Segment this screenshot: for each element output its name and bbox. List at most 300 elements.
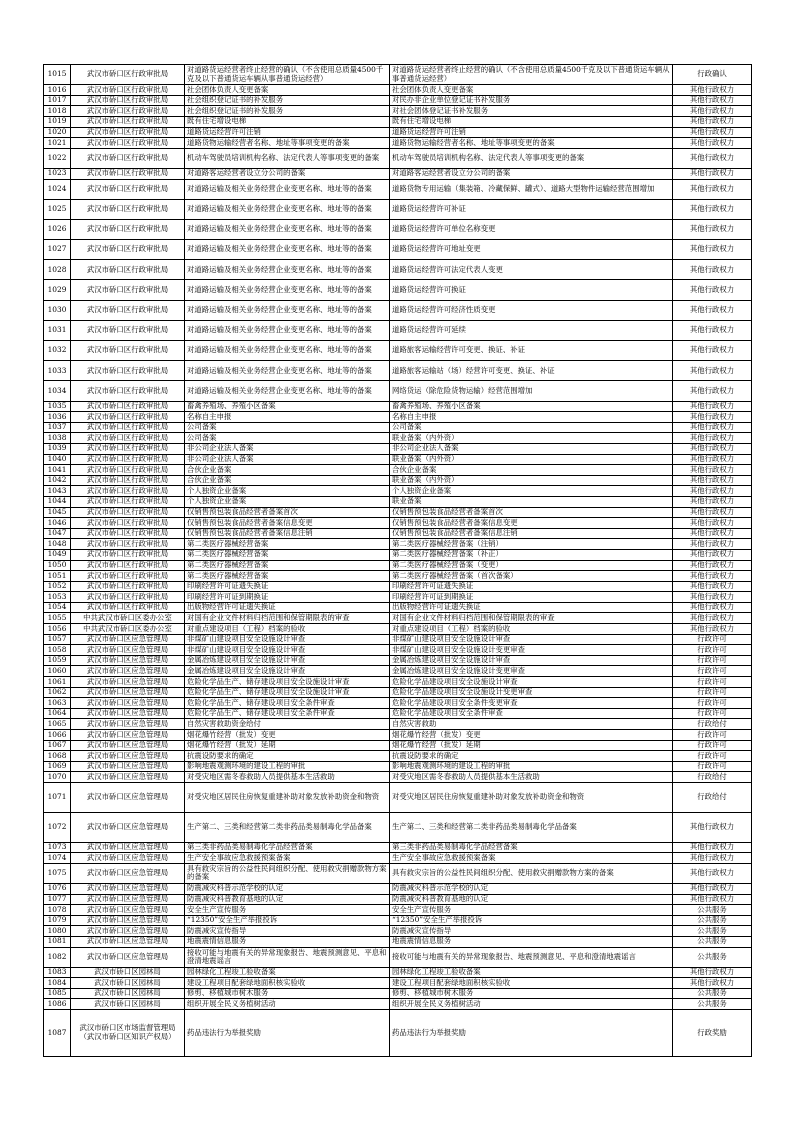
table-row	[44, 926, 752, 937]
table-row	[44, 624, 752, 635]
table-row	[44, 401, 752, 412]
power-type-cell: 行政给付	[673, 782, 752, 812]
table-row	[44, 433, 752, 444]
sub-item-name-cell: 对道路货运经营者终止经营的确认（不含使用总质量4500千克及以下普通货运车辆从事普通货运经营）	[390, 65, 673, 85]
sub-item-name-cell: 第二类医疗器械经营备案（变更）	[390, 560, 673, 571]
department-cell: 武汉市硚口区应急管理局	[71, 853, 185, 864]
item-number-cell: 1040	[44, 454, 71, 465]
item-number-cell: 1035	[44, 401, 71, 412]
department-cell: 武汉市硚口区行政审批局	[71, 116, 185, 127]
power-type-cell: 其他行政权力	[673, 486, 752, 497]
power-type-cell: 行政许可	[673, 751, 752, 762]
power-type-cell: 其他行政权力	[673, 883, 752, 894]
department-cell: 武汉市硚口区行政审批局	[71, 465, 185, 476]
department-cell: 武汉市硚口区行政审批局	[71, 433, 185, 444]
department-cell: 武汉市硚口区应急管理局	[71, 698, 185, 709]
item-name-cell: 烟花爆竹经营（批发）延期	[185, 740, 390, 751]
item-name-cell: 对道路运输及相关业务经营企业变更名称、地址等的备案	[185, 199, 390, 219]
power-type-cell: 行政给付	[673, 772, 752, 783]
item-number-cell: 1044	[44, 496, 71, 507]
sub-item-name-cell: 道路旅客运输站（场）经营许可变更、换证、补证	[390, 361, 673, 381]
sub-item-name-cell: 公司备案	[390, 422, 673, 433]
department-cell: 武汉市硚口区园林局	[71, 978, 185, 989]
department-cell: 武汉市硚口区应急管理局	[71, 719, 185, 730]
item-name-cell: 对道路运输及相关业务经营企业变更名称、地址等的备案	[185, 341, 390, 361]
table-row	[44, 687, 752, 698]
power-type-cell: 其他行政权力	[673, 300, 752, 320]
item-name-cell: 非公司企业法人备案	[185, 443, 390, 454]
department-cell: 武汉市硚口区行政审批局	[71, 300, 185, 320]
power-type-cell: 其他行政权力	[673, 179, 752, 199]
power-type-cell: 其他行政权力	[673, 138, 752, 149]
table-row	[44, 719, 752, 730]
department-cell: 武汉市硚口区行政审批局	[71, 138, 185, 149]
item-number-cell: 1046	[44, 518, 71, 529]
table-row	[44, 443, 752, 454]
sub-item-name-cell: 仅销售预包装食品经营者备案首次	[390, 507, 673, 518]
item-name-cell: 对道路运输及相关业务经营企业变更名称、地址等的备案	[185, 240, 390, 260]
item-number-cell: 1065	[44, 719, 71, 730]
department-cell: 武汉市硚口区行政审批局	[71, 401, 185, 412]
power-type-cell: 其他行政权力	[673, 127, 752, 138]
item-name-cell: 印刷经营许可证遗失换证	[185, 581, 390, 592]
power-type-cell: 其他行政权力	[673, 842, 752, 853]
department-cell: 武汉市硚口区行政审批局	[71, 106, 185, 117]
item-number-cell: 1048	[44, 539, 71, 550]
item-name-cell: 公司备案	[185, 422, 390, 433]
item-number-cell: 1027	[44, 240, 71, 260]
item-number-cell: 1024	[44, 179, 71, 199]
table-row	[44, 999, 752, 1010]
sub-item-name-cell: 道路货运经营许可单位名称变更	[390, 219, 673, 239]
sub-item-name-cell: 道路货运经营许可换证	[390, 280, 673, 300]
item-number-cell: 1053	[44, 592, 71, 603]
sub-item-name-cell: 合伙企业备案	[390, 465, 673, 476]
table-row	[44, 179, 752, 199]
item-name-cell: 药品违法行为举报奖励	[185, 1010, 390, 1057]
power-type-cell: 其他行政权力	[673, 106, 752, 117]
table-row	[44, 106, 752, 117]
power-type-cell: 其他行政权力	[673, 894, 752, 905]
item-name-cell: 生产第二、三类和经营第二类非药品类易制毒化学品备案	[185, 812, 390, 842]
item-number-cell: 1082	[44, 947, 71, 967]
power-type-cell: 其他行政权力	[673, 148, 752, 168]
table-row	[44, 905, 752, 916]
department-cell: 武汉市硚口区应急管理局	[71, 655, 185, 666]
item-name-cell: 道路货运经营许可注销	[185, 127, 390, 138]
department-cell: 武汉市硚口区应急管理局	[71, 751, 185, 762]
department-cell: 武汉市硚口区市场监督管理局（武汉市硚口区知识产权局）	[71, 1010, 185, 1057]
item-name-cell: 出版物经营许可证遗失换证	[185, 602, 390, 613]
item-name-cell: “12350”安全生产举报投诉	[185, 915, 390, 926]
sub-item-name-cell: 仅销售预包装食品经营者备案信息变更	[390, 518, 673, 529]
table-row	[44, 655, 752, 666]
department-cell: 中共武汉市硚口区委办公室	[71, 624, 185, 635]
department-cell: 武汉市硚口区行政审批局	[71, 486, 185, 497]
table-row	[44, 300, 752, 320]
table-row	[44, 782, 752, 812]
power-type-cell: 行政给付	[673, 719, 752, 730]
department-cell: 武汉市硚口区行政审批局	[71, 341, 185, 361]
table-row	[44, 740, 752, 751]
sub-item-name-cell: 防震减灾科普教育基地的认定	[390, 894, 673, 905]
item-number-cell: 1032	[44, 341, 71, 361]
item-number-cell: 1061	[44, 677, 71, 688]
item-name-cell: 第二类医疗器械经营备案	[185, 571, 390, 582]
power-type-cell: 其他行政权力	[673, 381, 752, 401]
department-cell: 武汉市硚口区行政审批局	[71, 199, 185, 219]
power-type-cell: 其他行政权力	[673, 613, 752, 624]
item-name-cell: 非公司企业法人备案	[185, 454, 390, 465]
department-cell: 武汉市硚口区行政审批局	[71, 571, 185, 582]
power-type-cell: 其他行政权力	[673, 260, 752, 280]
item-name-cell: 对受灾地区需冬春救助人员提供基本生活救助	[185, 772, 390, 783]
table-row	[44, 842, 752, 853]
item-name-cell: 仅销售预包装食品经营者备案首次	[185, 507, 390, 518]
item-number-cell: 1042	[44, 475, 71, 486]
item-number-cell: 1057	[44, 634, 71, 645]
sub-item-name-cell: 非煤矿山建设项目安全设施设计变更审查	[390, 645, 673, 656]
department-cell: 武汉市硚口区行政审批局	[71, 320, 185, 340]
item-name-cell: 第二类医疗器械经营备案	[185, 539, 390, 550]
item-number-cell: 1023	[44, 168, 71, 179]
table-row	[44, 863, 752, 883]
department-cell: 武汉市硚口区行政审批局	[71, 179, 185, 199]
item-name-cell: 防震减灾宣传指导	[185, 926, 390, 937]
power-type-cell: 公共服务	[673, 988, 752, 999]
sub-item-name-cell: 危险化学品建设项目安全设施设计变更审查	[390, 687, 673, 698]
item-number-cell: 1073	[44, 842, 71, 853]
item-name-cell: 公司备案	[185, 433, 390, 444]
power-type-cell: 其他行政权力	[673, 240, 752, 260]
item-name-cell: 对道路运输及相关业务经营企业变更名称、地址等的备案	[185, 179, 390, 199]
table-row	[44, 381, 752, 401]
sub-item-name-cell: 出版物经营许可证遗失换证	[390, 602, 673, 613]
sub-item-name-cell: 既有住宅增设电梯	[390, 116, 673, 127]
item-number-cell: 1060	[44, 666, 71, 677]
table-row	[44, 967, 752, 978]
power-type-cell: 其他行政权力	[673, 116, 752, 127]
department-cell: 武汉市硚口区行政审批局	[71, 240, 185, 260]
power-type-cell: 其他行政权力	[673, 219, 752, 239]
item-number-cell: 1016	[44, 85, 71, 96]
power-type-cell: 公共服务	[673, 947, 752, 967]
power-type-cell: 行政许可	[673, 761, 752, 772]
item-number-cell: 1050	[44, 560, 71, 571]
department-cell: 武汉市硚口区应急管理局	[71, 894, 185, 905]
department-cell: 武汉市硚口区应急管理局	[71, 905, 185, 916]
sub-item-name-cell: 道路货运经营许可补证	[390, 199, 673, 219]
sub-item-name-cell: 具有救灾宗旨的公益性民间组织分配、使用救灾捐赠款物方案的备案	[390, 863, 673, 883]
department-cell: 武汉市硚口区应急管理局	[71, 634, 185, 645]
item-number-cell: 1029	[44, 280, 71, 300]
power-type-cell: 其他行政权力	[673, 361, 752, 381]
sub-item-name-cell: 对受灾地区需冬春救助人员提供基本生活救助	[390, 772, 673, 783]
item-number-cell: 1037	[44, 422, 71, 433]
power-type-cell: 公共服务	[673, 905, 752, 916]
department-cell: 武汉市硚口区行政审批局	[71, 95, 185, 106]
sub-item-name-cell: 道路货运经营许可延续	[390, 320, 673, 340]
item-number-cell: 1043	[44, 486, 71, 497]
sub-item-name-cell: 网络货运（除危险货物运输）经营范围增加	[390, 381, 673, 401]
item-number-cell: 1019	[44, 116, 71, 127]
item-number-cell: 1030	[44, 300, 71, 320]
department-cell: 武汉市硚口区行政审批局	[71, 581, 185, 592]
item-name-cell: 畜禽养殖场、养殖小区备案	[185, 401, 390, 412]
sub-item-name-cell: 道路旅客运输经营许可变更、换证、补证	[390, 341, 673, 361]
item-name-cell: 抗震设防要求的确定	[185, 751, 390, 762]
item-number-cell: 1056	[44, 624, 71, 635]
table-row	[44, 95, 752, 106]
sub-item-name-cell: 社会团体负责人变更备案	[390, 85, 673, 96]
sub-item-name-cell: 联业备案（内外资）	[390, 433, 673, 444]
power-type-cell: 其他行政权力	[673, 592, 752, 603]
department-cell: 武汉市硚口区应急管理局	[71, 687, 185, 698]
item-name-cell: 自然灾害救助资金给付	[185, 719, 390, 730]
item-name-cell: 非煤矿山建设项目安全设施设计审查	[185, 645, 390, 656]
item-number-cell: 1083	[44, 967, 71, 978]
item-name-cell: 对道路运输及相关业务经营企业变更名称、地址等的备案	[185, 300, 390, 320]
item-number-cell: 1017	[44, 95, 71, 106]
sub-item-name-cell: 影响地震观测环境的建设工程的审批	[390, 761, 673, 772]
table-row	[44, 915, 752, 926]
power-type-cell: 其他行政权力	[673, 401, 752, 412]
item-name-cell: 危险化学品生产、储存建设项目安全设施设计审查	[185, 687, 390, 698]
sub-item-name-cell: 生产安全事故应急救援预案备案	[390, 853, 673, 864]
department-cell: 武汉市硚口区行政审批局	[71, 496, 185, 507]
item-name-cell: 对道路运输及相关业务经营企业变更名称、地址等的备案	[185, 280, 390, 300]
table-row	[44, 85, 752, 96]
item-number-cell: 1031	[44, 320, 71, 340]
sub-item-name-cell: 对社会团体登记证书补发服务	[390, 106, 673, 117]
department-cell: 武汉市硚口区应急管理局	[71, 947, 185, 967]
department-cell: 武汉市硚口区行政审批局	[71, 592, 185, 603]
item-name-cell: 道路货物运输经营者名称、地址等事项变更的备案	[185, 138, 390, 149]
item-number-cell: 1041	[44, 465, 71, 476]
item-name-cell: 烟花爆竹经营（批发）变更	[185, 730, 390, 741]
sub-item-name-cell: 安全生产宣传服务	[390, 905, 673, 916]
item-name-cell: 对重点建设项目（工程）档案的验收	[185, 624, 390, 635]
sub-item-name-cell: 对重点建设项目（工程）档案的验收	[390, 624, 673, 635]
department-cell: 武汉市硚口区行政审批局	[71, 454, 185, 465]
sub-item-name-cell: 机动车驾驶员培训机构名称、法定代表人等事项变更的备案	[390, 148, 673, 168]
item-name-cell: 第三类非药品类易制毒化学品经营备案	[185, 842, 390, 853]
table-row	[44, 853, 752, 864]
item-number-cell: 1076	[44, 883, 71, 894]
sub-item-name-cell: 联业备案	[390, 496, 673, 507]
table-row	[44, 496, 752, 507]
power-type-cell: 其他行政权力	[673, 528, 752, 539]
power-type-cell: 其他行政权力	[673, 560, 752, 571]
item-number-cell: 1072	[44, 812, 71, 842]
department-cell: 中共武汉市硚口区委办公室	[71, 613, 185, 624]
power-type-cell: 其他行政权力	[673, 496, 752, 507]
power-type-cell: 其他行政权力	[673, 602, 752, 613]
item-number-cell: 1055	[44, 613, 71, 624]
sub-item-name-cell: 金属冶炼建设项目安全设施设计审查	[390, 655, 673, 666]
power-type-cell: 其他行政权力	[673, 168, 752, 179]
sub-item-name-cell: 道路货运经营许可经济性质变更	[390, 300, 673, 320]
sub-item-name-cell: 抗震设防要求的确定	[390, 751, 673, 762]
table-row	[44, 772, 752, 783]
power-type-cell: 行政许可	[673, 740, 752, 751]
item-name-cell: 仅销售预包装食品经营者备案信息注销	[185, 528, 390, 539]
table-row	[44, 412, 752, 423]
sub-item-name-cell: 烟花爆竹经营（批发）延期	[390, 740, 673, 751]
sub-item-name-cell: 修剪、移植城市树木服务	[390, 988, 673, 999]
item-name-cell: 生产安全事故应急救援预案备案	[185, 853, 390, 864]
sub-item-name-cell: 第二类医疗器械经营备案（补正）	[390, 549, 673, 560]
sub-item-name-cell: 建设工程项目配套绿地面积核实验收	[390, 978, 673, 989]
item-name-cell: 园林绿化工程竣工验收备案	[185, 967, 390, 978]
power-type-cell: 公共服务	[673, 999, 752, 1010]
department-cell: 武汉市硚口区行政审批局	[71, 65, 185, 85]
department-cell: 武汉市硚口区行政审批局	[71, 280, 185, 300]
item-name-cell: 个人独资企业备案	[185, 496, 390, 507]
power-list-sheet	[43, 64, 751, 1057]
sub-item-name-cell: 仅销售预包装食品经营者备案信息注销	[390, 528, 673, 539]
item-name-cell: 社会团体负责人变更备案	[185, 85, 390, 96]
sub-item-name-cell: 药品违法行为举报奖励	[390, 1010, 673, 1057]
item-number-cell: 1071	[44, 782, 71, 812]
table-row	[44, 486, 752, 497]
table-row	[44, 116, 752, 127]
department-cell: 武汉市硚口区行政审批局	[71, 148, 185, 168]
item-number-cell: 1063	[44, 698, 71, 709]
table-row	[44, 581, 752, 592]
item-number-cell: 1051	[44, 571, 71, 582]
table-row	[44, 539, 752, 550]
item-number-cell: 1020	[44, 127, 71, 138]
item-name-cell: 机动车驾驶员培训机构名称、法定代表人等事项变更的备案	[185, 148, 390, 168]
power-type-cell: 公共服务	[673, 936, 752, 947]
department-cell: 武汉市硚口区行政审批局	[71, 549, 185, 560]
table-row	[44, 422, 752, 433]
department-cell: 武汉市硚口区行政审批局	[71, 381, 185, 401]
item-name-cell: 修剪、移植城市树木服务	[185, 988, 390, 999]
sub-item-name-cell: 道路货运经营许可注销	[390, 127, 673, 138]
sub-item-name-cell: 畜禽养殖场、养殖小区备案	[390, 401, 673, 412]
table-row	[44, 978, 752, 989]
table-row	[44, 454, 752, 465]
department-cell: 武汉市硚口区行政审批局	[71, 85, 185, 96]
sub-item-name-cell: 自然灾害救助	[390, 719, 673, 730]
power-list-table	[43, 64, 752, 1057]
item-number-cell: 1086	[44, 999, 71, 1010]
sub-item-name-cell: 道路货运经营许可法定代表人变更	[390, 260, 673, 280]
item-number-cell: 1074	[44, 853, 71, 864]
table-row	[44, 320, 752, 340]
item-name-cell: 仅销售预包装食品经营者备案信息变更	[185, 518, 390, 529]
table-row	[44, 936, 752, 947]
department-cell: 武汉市硚口区应急管理局	[71, 926, 185, 937]
department-cell: 武汉市硚口区园林局	[71, 999, 185, 1010]
item-name-cell: 非煤矿山建设项目安全设施设计审查	[185, 634, 390, 645]
department-cell: 武汉市硚口区行政审批局	[71, 219, 185, 239]
item-name-cell: 接收可能与地震有关的异常现象报告、地震预测意见、平息和澄清地震谣言	[185, 947, 390, 967]
department-cell: 武汉市硚口区应急管理局	[71, 761, 185, 772]
item-number-cell: 1059	[44, 655, 71, 666]
item-number-cell: 1075	[44, 863, 71, 883]
sub-item-name-cell: 烟花爆竹经营（批发）变更	[390, 730, 673, 741]
power-type-cell: 其他行政权力	[673, 341, 752, 361]
power-type-cell: 行政许可	[673, 698, 752, 709]
item-number-cell: 1026	[44, 219, 71, 239]
power-type-cell: 其他行政权力	[673, 465, 752, 476]
sub-item-name-cell: 组织开展全民义务植树活动	[390, 999, 673, 1010]
item-number-cell: 1085	[44, 988, 71, 999]
item-name-cell: 影响地震观测环境的建设工程的审批	[185, 761, 390, 772]
table-row	[44, 560, 752, 571]
sub-item-name-cell: 道路货物运输经营者名称、地址等事项变更的备案	[390, 138, 673, 149]
table-row	[44, 199, 752, 219]
sub-item-name-cell: 非煤矿山建设项目安全设施设计审查	[390, 634, 673, 645]
item-number-cell: 1022	[44, 148, 71, 168]
item-number-cell: 1045	[44, 507, 71, 518]
power-type-cell: 其他行政权力	[673, 549, 752, 560]
item-number-cell: 1064	[44, 708, 71, 719]
table-row	[44, 518, 752, 529]
item-name-cell: 对道路客运经营者设立分公司的备案	[185, 168, 390, 179]
department-cell: 武汉市硚口区行政审批局	[71, 127, 185, 138]
item-name-cell: 对道路运输及相关业务经营企业变更名称、地址等的备案	[185, 260, 390, 280]
item-number-cell: 1038	[44, 433, 71, 444]
power-type-cell: 其他行政权力	[673, 507, 752, 518]
item-name-cell: 对道路运输及相关业务经营企业变更名称、地址等的备案	[185, 219, 390, 239]
power-type-cell: 其他行政权力	[673, 454, 752, 465]
power-type-cell: 其他行政权力	[673, 978, 752, 989]
department-cell: 武汉市硚口区行政审批局	[71, 475, 185, 486]
department-cell: 武汉市硚口区园林局	[71, 967, 185, 978]
table-row	[44, 602, 752, 613]
table-row	[44, 708, 752, 719]
item-name-cell: 金属冶炼建设项目安全设施设计审查	[185, 666, 390, 677]
item-number-cell: 1028	[44, 260, 71, 280]
item-number-cell: 1049	[44, 549, 71, 560]
power-type-cell: 其他行政权力	[673, 518, 752, 529]
department-cell: 武汉市硚口区行政审批局	[71, 507, 185, 518]
item-number-cell: 1084	[44, 978, 71, 989]
item-number-cell: 1033	[44, 361, 71, 381]
item-number-cell: 1080	[44, 926, 71, 937]
item-name-cell: 建设工程项目配套绿地面积核实验收	[185, 978, 390, 989]
item-number-cell: 1052	[44, 581, 71, 592]
sub-item-name-cell: 对受灾地区居民住房恢复重建补助对象发放补助资金和物资	[390, 782, 673, 812]
item-name-cell: 金属冶炼建设项目安全设施设计审查	[185, 655, 390, 666]
item-name-cell: 对道路货运经营者终止经营的确认（不含使用总质量4500千克及以下普通货运车辆从事普通货运经营）	[185, 65, 390, 85]
table-row	[44, 260, 752, 280]
table-row	[44, 219, 752, 239]
power-type-cell: 其他行政权力	[673, 581, 752, 592]
power-type-cell: 其他行政权力	[673, 863, 752, 883]
power-type-cell: 行政许可	[673, 645, 752, 656]
table-row	[44, 947, 752, 967]
table-row	[44, 592, 752, 603]
table-row	[44, 698, 752, 709]
sub-item-name-cell: 对道路客运经营者设立分公司的备案	[390, 168, 673, 179]
sub-item-name-cell: 园林绿化工程竣工验收备案	[390, 967, 673, 978]
item-number-cell: 1078	[44, 905, 71, 916]
item-name-cell: 地震震情信息服务	[185, 936, 390, 947]
item-name-cell: 对道路运输及相关业务经营企业变更名称、地址等的备案	[185, 361, 390, 381]
item-name-cell: 防震减灾科普示范学校的认定	[185, 883, 390, 894]
power-type-cell: 行政许可	[673, 655, 752, 666]
table-row	[44, 751, 752, 762]
item-number-cell: 1087	[44, 1010, 71, 1057]
power-type-cell: 行政许可	[673, 687, 752, 698]
sub-item-name-cell: 危险化学品建设项目安全条件审查	[390, 708, 673, 719]
item-number-cell: 1047	[44, 528, 71, 539]
